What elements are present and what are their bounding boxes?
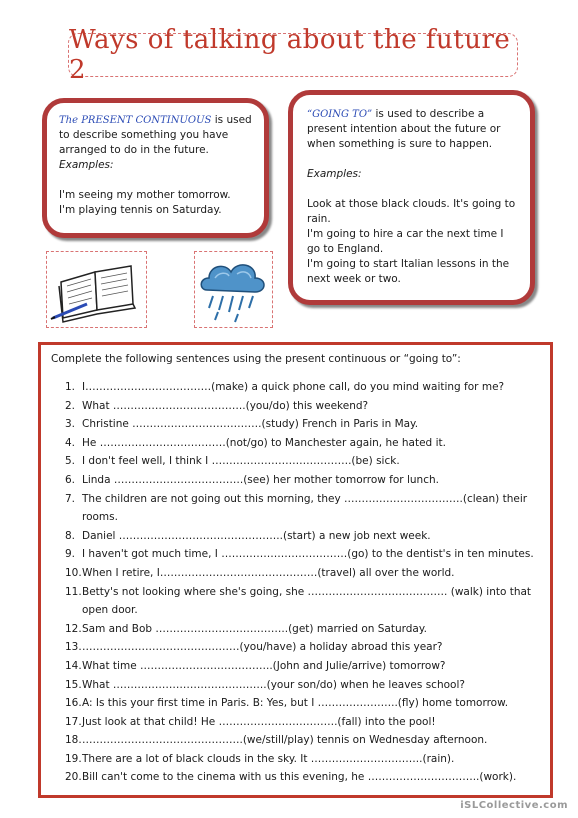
exercise-item: [65, 471, 540, 490]
rain-cloud-icon: [195, 252, 271, 326]
going-to-text: is used to describe a present intention about the future or when something is sure to happen.: [307, 108, 501, 150]
exercise-item: [65, 713, 540, 732]
item-number: 8.: [65, 529, 76, 542]
open-book-icon: [47, 252, 145, 326]
item-number: 7.: [65, 492, 76, 505]
item-text: He ………………………………(not/go) to Manchester again, he hated it.: [82, 436, 446, 449]
exercise-item: [65, 397, 540, 416]
title-box: [68, 25, 518, 85]
present-continuous-description: [59, 113, 252, 158]
item-number: 3.: [65, 418, 76, 431]
going-to-highlight: “GOING TO”: [307, 109, 373, 120]
item-text: ……………………………………….(we/still/play) tennis on Wednesday afternoon.: [82, 734, 488, 747]
exercise-box: [38, 342, 553, 798]
exercise-item: [65, 676, 540, 695]
item-text: The children are not going out this morning, they …………………………….(clean) their rooms.: [82, 492, 528, 524]
going-to-description: [307, 107, 516, 152]
exercise-item: [65, 564, 540, 583]
example-line: I'm going to start Italian lessons in the next week or two.: [307, 258, 510, 285]
item-number: 15.: [65, 678, 82, 691]
example-line: I'm playing tennis on Saturday.: [59, 204, 222, 216]
item-text: ………………………………………(you/have) a holiday abroad this year?: [82, 641, 443, 654]
item-text: A: Is this your first time in Paris. B: Yes, but I …………………..(fly) home tomorrow.: [82, 697, 509, 710]
exercise-item: [65, 452, 540, 471]
item-number: 1.: [65, 381, 76, 393]
exercise-item: [65, 731, 540, 750]
examples-label: Examples:: [59, 159, 114, 171]
example-line: I'm going to hire a car the next time I go to England.: [307, 228, 504, 255]
exercise-item: [65, 638, 540, 657]
item-number: 11.: [65, 585, 82, 598]
item-text: I haven't got much time, I ………………………………(go) to the dentist's in ten minutes.: [82, 548, 534, 561]
item-number: 20.: [65, 771, 82, 784]
item-text: I don't feel well, I think I ………………………………….(be) sick.: [82, 455, 400, 468]
exercise-item: [65, 657, 540, 676]
examples-label: Examples:: [307, 168, 362, 180]
item-number: 16.: [65, 697, 82, 710]
exercise-list: [51, 378, 540, 787]
exercise-item: [65, 434, 540, 453]
page-title: Ways of talking about the future 2: [69, 25, 511, 85]
item-text: Sam and Bob ………………………………..(get) married on Saturday.: [82, 622, 427, 635]
exercise-item: [65, 768, 540, 787]
example-line: I'm seeing my mother tomorrow.: [59, 189, 231, 201]
exercise-item: [65, 545, 540, 564]
exercise-instruction: Complete the following sentences using the present continuous or “going to”:: [51, 353, 461, 365]
item-number: 13.: [65, 641, 82, 654]
item-number: 14.: [65, 659, 82, 672]
item-text: Betty's not looking where she's going, she …………………………………. (walk) into that open door.: [82, 585, 532, 617]
item-text: When I retire, I………………………………………(travel) all over the world.: [82, 566, 455, 579]
exercise-item: [65, 583, 540, 620]
present-continuous-card: [42, 98, 269, 238]
item-number: 9.: [65, 548, 76, 561]
item-number: 4.: [65, 436, 76, 449]
exercise-item: [65, 620, 540, 639]
item-number: 18.: [65, 734, 82, 747]
item-number: 5.: [65, 455, 76, 468]
going-to-card: [288, 90, 535, 305]
item-text: Just look at that child! He …………………………….(fall) into the pool!: [82, 715, 436, 728]
item-text: What ……………………………………..(your son/do) when he leaves school?: [82, 678, 465, 691]
item-number: 17.: [65, 715, 82, 728]
exercise-item: [65, 527, 540, 546]
item-number: 19.: [65, 752, 82, 765]
item-number: 12.: [65, 622, 82, 635]
item-text: What time ………………………………..(John and Julie/arrive) tomorrow?: [82, 659, 446, 672]
item-text: I………………………………(make) a quick phone call, do you mind waiting for me?: [82, 381, 505, 393]
exercise-item: [65, 750, 540, 769]
rain-cloud-image: [194, 251, 273, 328]
exercise-item: [65, 378, 540, 397]
example-line: Look at those black clouds. It's going to rain.: [307, 198, 516, 225]
item-text: Linda ……………………………….(see) her mother tomorrow for lunch.: [82, 473, 439, 486]
item-text: Daniel ………………………………………..(start) a new job next week.: [82, 529, 431, 542]
present-continuous-highlight: The PRESENT CONTINUOUS: [59, 115, 212, 126]
item-text: Bill can't come to the cinema with us this evening, he …………………………..(work).: [82, 771, 517, 784]
exercise-item: [65, 694, 540, 713]
item-number: 2.: [65, 399, 76, 412]
watermark: iSLCollective.com: [460, 800, 568, 811]
item-number: 6.: [65, 473, 76, 486]
exercise-item: [65, 415, 540, 434]
book-image: [46, 251, 147, 328]
present-continuous-text: is used to describe something you have arranged to do in the future.: [59, 114, 252, 156]
item-number: 10.: [65, 566, 82, 579]
item-text: Christine ……………………………….(study) French in Paris in May.: [82, 418, 419, 431]
item-text: What ………………………………..(you/do) this weekend?: [82, 399, 369, 412]
item-text: There are a lot of black clouds in the sky. It …………………………..(rain).: [82, 752, 455, 765]
exercise-item: [65, 490, 540, 527]
